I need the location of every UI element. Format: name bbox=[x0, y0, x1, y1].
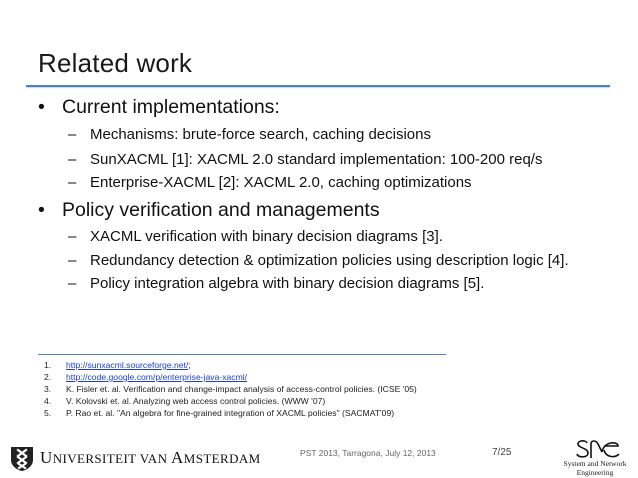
footnote-text: K. Fisler et. al. Verification and change-impact analysis of access-control policies. (ICSE '05) bbox=[66, 384, 417, 394]
sub-bullet-dash: – bbox=[68, 126, 77, 143]
bullet-dot: • bbox=[38, 199, 45, 221]
footnote-number: 3. bbox=[44, 384, 52, 394]
footer-event: PST 2013, Tarragona, July 12, 2013 bbox=[300, 448, 436, 458]
sub-bullet-dash: – bbox=[68, 151, 77, 168]
footnote-divider bbox=[38, 354, 446, 355]
footnote bbox=[44, 396, 325, 406]
sub-bullet-text: Policy integration algebra with binary decision diagrams [5]. bbox=[90, 275, 485, 292]
university-initial: U bbox=[40, 448, 53, 467]
sub-bullet-dash: – bbox=[68, 228, 77, 245]
sub-bullet-dash: – bbox=[68, 275, 77, 292]
sub-bullet-text: Redundancy detection & optimization policies using description logic [4]. bbox=[90, 252, 569, 269]
sub-bullet-text: Mechanisms: brute-force search, caching decisions bbox=[90, 126, 431, 143]
sub-bullet bbox=[68, 275, 484, 292]
uva-shield-icon bbox=[10, 446, 34, 472]
footnote-number: 2. bbox=[44, 372, 52, 382]
university-end: MSTERDAM bbox=[183, 451, 261, 466]
sub-bullet bbox=[68, 126, 431, 143]
sub-bullet-dash: – bbox=[68, 252, 77, 269]
sub-bullet bbox=[68, 228, 443, 245]
bullet-dot: • bbox=[38, 96, 45, 118]
bullet-policy-verification bbox=[38, 199, 380, 222]
footnote-number: 4. bbox=[44, 396, 52, 406]
footnote-suffix: ; bbox=[188, 360, 191, 370]
university-name bbox=[40, 448, 261, 468]
sne-line-1: System and Network bbox=[563, 459, 627, 468]
sub-bullet bbox=[68, 151, 542, 168]
sne-line-2: Engineering bbox=[576, 467, 614, 477]
footnote-link[interactable]: http://sunxacml.sourceforge.net/ bbox=[66, 360, 189, 370]
footnote bbox=[44, 408, 394, 418]
page-number: 7/25 bbox=[492, 447, 512, 458]
sub-bullet-text: SunXACML [1]: XACML 2.0 standard implementation: 100-200 req/s bbox=[90, 151, 543, 168]
bullet-current-implementations bbox=[38, 96, 280, 119]
bullet-heading: Current implementations: bbox=[62, 96, 280, 118]
footnote-text: V. Kolovski et. al. Analyzing web access control policies. (WWW '07) bbox=[66, 396, 326, 406]
footnote bbox=[44, 384, 417, 394]
sub-bullet-dash: – bbox=[68, 174, 77, 191]
university-a: A bbox=[171, 448, 184, 467]
footnote bbox=[44, 372, 247, 382]
sub-bullet bbox=[68, 174, 472, 191]
footnote-number: 1. bbox=[44, 360, 52, 370]
title-divider bbox=[26, 85, 610, 87]
footnote-text: P. Rao et. al. "An algebra for fine-grained integration of XACML policies" (SACMAT'09) bbox=[66, 408, 395, 418]
bullet-heading: Policy verification and managements bbox=[62, 199, 380, 221]
sne-logo-icon bbox=[574, 438, 622, 460]
footnote-link[interactable]: http://code.google.com/p/enterprise-java-xacml/ bbox=[66, 372, 248, 382]
sne-group-name bbox=[552, 460, 638, 477]
footnote bbox=[44, 360, 191, 370]
slide-title: Related work bbox=[38, 48, 193, 78]
footnote-number: 5. bbox=[44, 408, 52, 418]
sub-bullet-text: XACML verification with binary decision diagrams [3]. bbox=[90, 228, 443, 245]
sub-bullet bbox=[68, 252, 569, 269]
university-rest: NIVERSITEIT VAN bbox=[52, 451, 172, 466]
sub-bullet-text: Enterprise-XACML [2]: XACML 2.0, caching optimizations bbox=[90, 174, 472, 191]
